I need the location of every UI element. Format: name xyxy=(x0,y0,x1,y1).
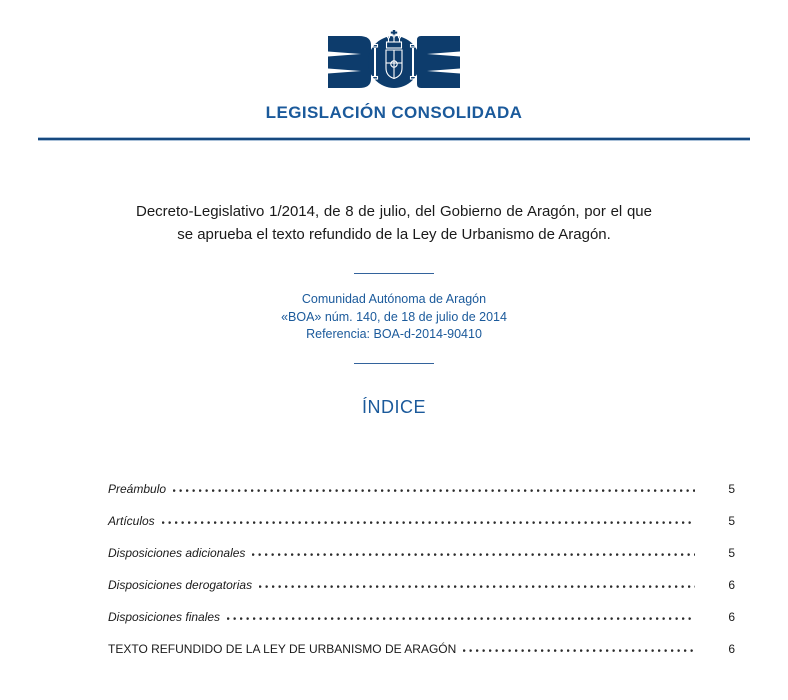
toc-entry[interactable] xyxy=(108,546,735,578)
toc-dot-leader xyxy=(162,521,695,524)
toc-dot-leader xyxy=(173,489,695,492)
toc-entry-label[interactable]: Disposiciones finales xyxy=(108,609,221,624)
toc-entry-label[interactable]: Disposiciones adicionales xyxy=(108,545,246,560)
toc-entry-page: 6 xyxy=(728,577,735,592)
header-logo-wrap xyxy=(0,0,788,88)
document-title: Decreto-Legislativo 1/2014, de 8 de julio, del Gobierno de Aragón, por el que se aprueba el texto refundido de la Ley de Urbanismo de Aragón. xyxy=(136,203,652,243)
toc-dot-leader xyxy=(259,585,695,588)
meta-publication: «BOA» núm. 140, de 18 de julio de 2014 xyxy=(281,309,507,324)
toc-entry-page: 5 xyxy=(728,545,735,560)
toc-dot-leader xyxy=(252,553,695,556)
toc-entry-page: 5 xyxy=(728,481,735,496)
toc-dot-leader xyxy=(463,649,695,652)
divider-bottom xyxy=(354,363,434,364)
header-rule xyxy=(38,137,750,141)
toc-entry-label[interactable]: Artículos xyxy=(108,513,155,528)
toc-list xyxy=(108,482,735,674)
toc-entry[interactable] xyxy=(108,610,735,642)
index-heading: ÍNDICE xyxy=(361,396,426,417)
meta-community: Comunidad Autónoma de Aragón xyxy=(301,292,487,306)
divider-top xyxy=(354,273,434,274)
toc-entry-page: 5 xyxy=(728,513,735,528)
toc-entry-page: 6 xyxy=(728,641,735,656)
boe-logo xyxy=(328,30,460,88)
toc-entry[interactable] xyxy=(108,514,735,546)
section-title: LEGISLACIÓN CONSOLIDADA xyxy=(265,103,523,122)
publication-meta xyxy=(0,291,788,344)
toc-entry[interactable] xyxy=(108,578,735,610)
toc-entry-page: 6 xyxy=(728,609,735,624)
toc-entry-label[interactable]: Disposiciones derogatorias xyxy=(108,577,253,592)
toc-entry-label[interactable]: TEXTO REFUNDIDO DE LA LEY DE URBANISMO DE ARAGÓN xyxy=(108,641,457,656)
meta-reference: Referencia: BOA-d-2014-90410 xyxy=(306,327,482,341)
toc-entry[interactable] xyxy=(108,642,735,674)
toc-dot-leader xyxy=(227,617,695,620)
toc-entry-label[interactable]: Preámbulo xyxy=(108,481,167,496)
toc-entry[interactable] xyxy=(108,482,735,514)
